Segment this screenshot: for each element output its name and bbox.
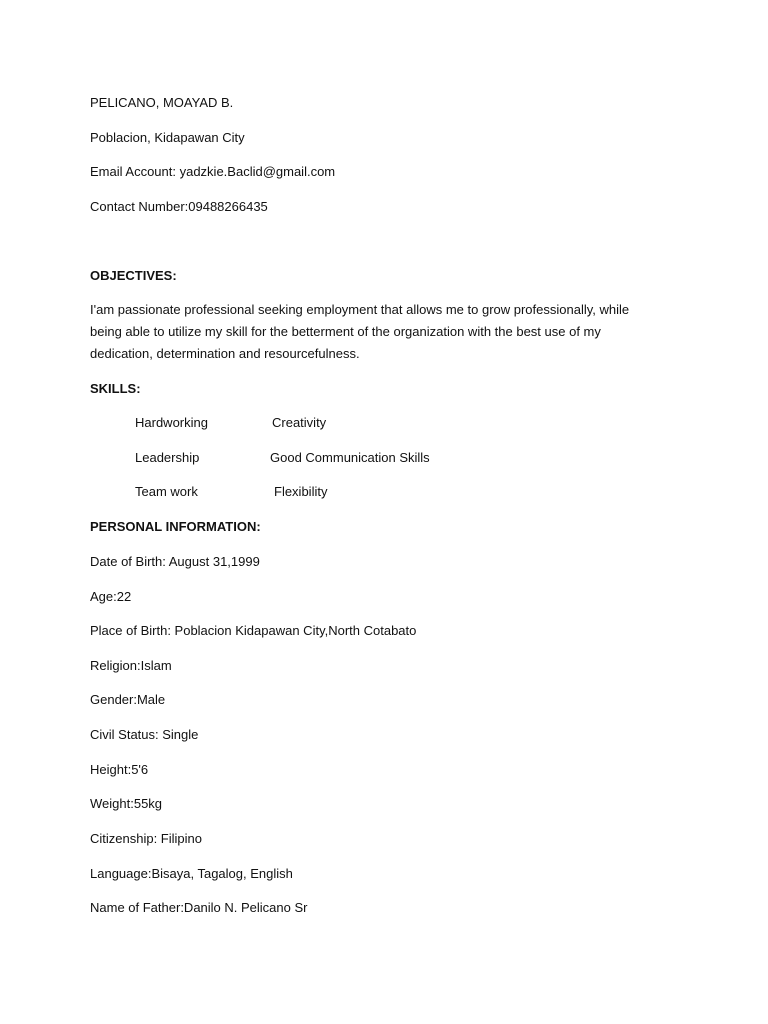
place-of-birth: Place of Birth: Poblacion Kidapawan City,North Cotabato — [90, 623, 417, 638]
skill-item: Good Communication Skills — [270, 450, 430, 465]
address-line: Poblacion, Kidapawan City — [90, 130, 245, 145]
date-of-birth: Date of Birth: August 31,1999 — [90, 554, 260, 569]
skill-item: Hardworking — [135, 415, 208, 430]
age: Age:22 — [90, 589, 132, 604]
applicant-name: PELICANO, MOAYAD B. — [90, 95, 234, 110]
objectives-text-line-2: being able to utilize my skill for the betterment of the organization with the best use of my — [90, 324, 601, 339]
objectives-text-line-1: I'am passionate professional seeking employment that allows me to grow professionally, while — [90, 302, 630, 317]
gender: Gender:Male — [90, 692, 166, 707]
skills-heading: SKILLS: — [90, 381, 141, 396]
personal-info-heading: PERSONAL INFORMATION: — [90, 519, 261, 534]
religion: Religion:Islam — [90, 658, 172, 673]
weight: Weight:55kg — [90, 796, 163, 811]
citizenship: Citizenship: Filipino — [90, 831, 202, 846]
skill-item: Team work — [135, 484, 198, 499]
skill-item: Leadership — [135, 450, 200, 465]
height: Height:5'6 — [90, 762, 149, 777]
father-name: Name of Father:Danilo N. Pelicano Sr — [90, 900, 308, 915]
objectives-text-line-3: dedication, determination and resourcefulness. — [90, 346, 360, 361]
contact-line: Contact Number:09488266435 — [90, 199, 268, 214]
language: Language:Bisaya, Tagalog, English — [90, 866, 293, 881]
skill-item: Creativity — [272, 415, 327, 430]
objectives-heading: OBJECTIVES: — [90, 268, 177, 283]
civil-status: Civil Status: Single — [90, 727, 199, 742]
skill-item: Flexibility — [274, 484, 328, 499]
email-line: Email Account: yadzkie.Baclid@gmail.com — [90, 164, 336, 179]
